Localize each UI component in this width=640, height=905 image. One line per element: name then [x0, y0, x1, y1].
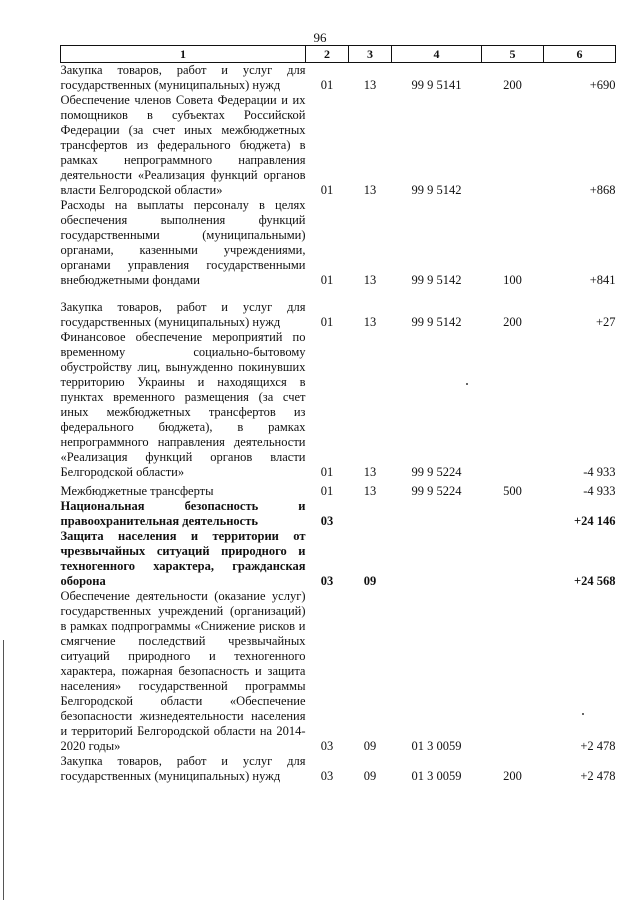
row-section: 03 — [320, 739, 334, 753]
row-subsection: 13 — [363, 273, 377, 287]
row-spacer — [61, 288, 616, 300]
scan-speck — [582, 713, 584, 715]
row-expense-type — [482, 499, 544, 529]
row-name: Закупка товаров, работ и услуг для государственных (муниципальных) нужд — [60, 754, 306, 783]
row-section: 01 — [320, 183, 334, 197]
row-target-code: 01 3 0059 — [411, 739, 462, 753]
header-col-3: 3 — [349, 46, 392, 63]
row-name: Обеспечение членов Совета Федерации и их помощников в субъектах Российской Федерации (за счет иных межбюджетных трансфертов из федерального бюджета) в рамках непрограммного направления деятельности «Реализация функций органов власти Белгородской области» — [60, 93, 306, 197]
row-expense-type: 100 — [503, 273, 522, 287]
row-amount: +24 146 — [574, 514, 616, 528]
row-amount: +2 478 — [580, 769, 616, 783]
row-name: Защита населения и территории от чрезвычайных ситуаций природного и техногенного характера, гражданская оборона — [60, 529, 306, 588]
row-amount: +24 568 — [574, 574, 616, 588]
row-section: 03 — [320, 574, 334, 588]
row-subsection — [349, 499, 392, 529]
row-expense-type: 200 — [503, 315, 522, 329]
row-name: Закупка товаров, работ и услуг для государственных (муниципальных) нужд — [60, 63, 306, 92]
row-name: Обеспечение деятельности (оказание услуг) государственных учреждений (организаций) в рамках подпрограммы «Снижение рисков и смягчение последствий чрезвычайных ситуаций природного и техногенного характера, пожарная безопасность и защита населения» государственной программы Белгородской области «Обеспечение безопасности жизнедеятельности населения и территорий Белгородской области на 2014-2020 годы» — [60, 589, 306, 753]
row-section: 01 — [320, 315, 334, 329]
row-expense-type — [482, 330, 544, 480]
row-amount: +2 478 — [580, 739, 616, 753]
scan-edge-line — [3, 640, 4, 900]
row-amount: -4 933 — [583, 484, 616, 498]
scan-speck — [466, 383, 468, 385]
row-section: 03 — [320, 514, 334, 528]
budget-table-wrapper — [60, 45, 615, 784]
row-target-code: 99 9 5224 — [411, 465, 462, 479]
row-subsection: 09 — [363, 739, 377, 753]
row-expense-type: 200 — [503, 769, 522, 783]
row-target-code: 99 9 5141 — [411, 78, 462, 92]
row-target-code: 99 9 5142 — [411, 273, 462, 287]
row-section: 01 — [320, 465, 334, 479]
row-name: Межбюджетные трансферты — [60, 484, 214, 498]
row-target-code — [392, 499, 482, 529]
table-row — [61, 529, 616, 589]
row-subsection: 13 — [363, 183, 377, 197]
budget-table — [60, 45, 616, 784]
row-expense-type: 200 — [503, 78, 522, 92]
row-expense-type — [482, 93, 544, 198]
row-subsection: 13 — [363, 465, 377, 479]
row-section: 01 — [320, 484, 334, 498]
header-col-4: 4 — [392, 46, 482, 63]
table-row — [61, 93, 616, 198]
row-name: Финансовое обеспечение мероприятий по временному социально-бытовому обустройству лиц, вынужденно покинувших территорию Украины и находящихся в пунктах временного размещения (за счет иных межбюджетных трансфертов из федерального бюджета), в рамках непрограммного направления деятельности «Реализация функций органов власти Белгородской области» — [60, 330, 306, 479]
row-target-code: 99 9 5224 — [411, 484, 462, 498]
table-row — [61, 198, 616, 288]
table-row — [61, 300, 616, 330]
row-name: Расходы на выплаты персоналу в целях обеспечения выполнения функций государственными (муниципальными) органами, казенными учреждениями, органами управления государственными внебюджетными фондами — [60, 198, 306, 287]
row-amount: -4 933 — [583, 465, 616, 479]
table-row — [61, 499, 616, 529]
row-target-code — [392, 529, 482, 589]
table-header-row — [61, 46, 616, 63]
row-subsection: 13 — [363, 78, 377, 92]
table-row — [61, 589, 616, 754]
row-amount: +841 — [589, 273, 616, 287]
header-col-2: 2 — [306, 46, 349, 63]
row-amount: +690 — [589, 78, 616, 92]
row-name: Национальная безопасность и правоохранительная деятельность — [60, 499, 306, 528]
table-row — [61, 484, 616, 499]
header-col-5: 5 — [482, 46, 544, 63]
page-number: 96 — [313, 30, 327, 45]
row-expense-type: 500 — [503, 484, 522, 498]
row-target-code: 99 9 5142 — [411, 183, 462, 197]
row-subsection: 09 — [363, 769, 377, 783]
table-row — [61, 754, 616, 784]
table-row — [61, 330, 616, 480]
header-col-6: 6 — [544, 46, 616, 63]
row-section: 03 — [320, 769, 334, 783]
row-subsection: 09 — [363, 574, 377, 588]
row-amount: +868 — [589, 183, 616, 197]
table-row — [61, 63, 616, 94]
row-target-code: 99 9 5142 — [411, 315, 462, 329]
row-expense-type — [482, 529, 544, 589]
row-amount: +27 — [595, 315, 616, 329]
header-col-1: 1 — [61, 46, 306, 63]
row-section: 01 — [320, 273, 334, 287]
row-name: Закупка товаров, работ и услуг для государственных (муниципальных) нужд — [60, 300, 306, 329]
row-subsection: 13 — [363, 484, 377, 498]
row-expense-type — [482, 589, 544, 754]
row-section: 01 — [320, 78, 334, 92]
row-subsection: 13 — [363, 315, 377, 329]
row-target-code: 01 3 0059 — [411, 769, 462, 783]
